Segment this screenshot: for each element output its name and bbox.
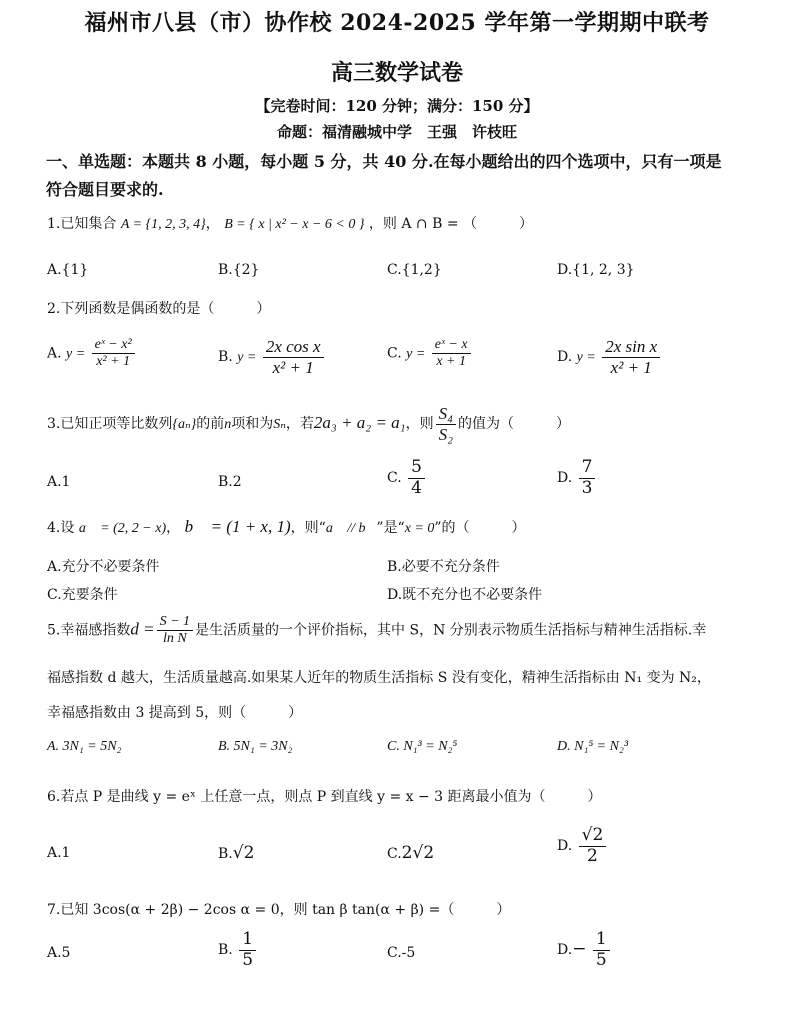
q7-option-d: D.− $\frac{1}{5}$ [557,930,612,970]
q7-option-a: A.5 [47,945,71,961]
q2-option-b: B. y = $\frac{\text{2x cos x}}{\text{x² + 1}}$ [218,337,326,377]
q4-option-b: B.必要不充分条件 [387,559,500,575]
q1-option-a: A.{1} [47,262,89,278]
q2-option-a: A. y = $\frac{\text{eˣ − x²}}{\text{x² + 1}}$ [47,337,137,370]
question-7: 7.已知 3cos(α + 2β) − 2cos α = 0，则 tan β tan(α + β) =（ ） [47,902,511,918]
q4-option-c: C.充要条件 [47,587,118,603]
q3-option-d: D. $\frac{7}{3}$ [557,458,597,498]
q1-set-b: B = { x | x² − x − 6 < 0 } [224,217,365,232]
q5-option-b: B. 5N₁ = 3N₂ [218,739,293,754]
q1-post: ，则 A ∩ B = [368,216,459,232]
q7-option-c: C.-5 [387,945,416,961]
question-1: 1.已知集合 A = {1, 2, 3, 4}， B = { x | x² − x − 6 < 0 } ，则 A ∩ B = （ ） [47,216,534,232]
q5-option-c: C. N₁³ = N₂⁵ [387,739,458,754]
q4-option-a: A.充分不必要条件 [47,559,160,575]
q1-set-a: A = {1, 2, 3, 4} [120,217,206,232]
question-5-line1: 5.幸福感指数d = $\frac{S - 1}{\text{ln N}}$ 是生活质量的一个评价指标，其中 S，N 分别表示物质生活指标与精神生活指标.幸 [47,614,707,647]
time-info: 【完卷时间：120 分钟；满分：150 分】 [255,97,539,115]
q6-option-c: C.2√2 [387,843,435,863]
section-heading-line1: 一、单选题：本题共 8 小题，每小题 5 分，共 40 分.在每小题给出的四个选项中，只有一项是 [46,152,722,171]
q5-option-a: A. 3N₁ = 5N₂ [47,739,122,754]
author-info: 命题：福清融城中学 王强 许枝旺 [276,123,517,141]
q1-pre: 1.已知集合 [47,216,117,232]
q3-option-b: B.2 [218,474,242,490]
q2-option-c: C. y = $\frac{\text{eˣ − x}}{x + 1}$ [387,337,473,370]
q3-option-a: A.1 [47,474,71,490]
q1-option-d: D.{1, 2, 3} [557,262,635,278]
question-3: 3.已知正项等比数列{aₙ}的前n项和为Sₙ，若2a₃ + a₂ = a₁，则 $\frac{\text{S₄}}{\text{S₂}}$ 的值为（ ） [47,404,571,444]
exam-subtitle: 高三数学试卷 [330,60,463,86]
q6-option-b: B.√2 [218,843,255,863]
q1-paren: （ ） [463,216,534,232]
q6-option-a: A.1 [47,845,71,861]
q1-option-b: B.{2} [218,262,260,278]
question-6: 6.若点 P 是曲线 y = eˣ 上任意一点，则点 P 到直线 y = x − 3 距离最小值为（ ） [47,789,602,805]
exam-title: 福州市八县（市）协作校 2024-2025 学年第一学期期中联考 [84,10,710,36]
q3-option-c: C. $\frac{5}{4}$ [387,458,427,498]
section-heading-line2: 符合题目要求的. [46,180,164,199]
q1-option-c: C.{1,2} [387,262,442,278]
question-2: 2.下列函数是偶函数的是（ ） [47,301,271,317]
question-4: 4.设 a⃗ = (2, 2 − x)， b⃗ = (1 + x, 1)，则“a⃗ // b⃗”是“x = 0”的（ ） [47,517,526,536]
q7-option-b: B. $\frac{1}{5}$ [218,930,258,970]
question-5-line2: 福感指数 d 越大，生活质量越高.如果某人近年的物质生活指标 S 没有变化，精神生活指标由 N₁ 变为 N₂， [47,670,711,686]
question-5-line3: 幸福感指数由 3 提高到 5，则（ ） [47,705,303,721]
q6-option-d: D. $\frac{√2}{2}$ [557,826,608,866]
q5-option-d: D. N₁⁵ = N₂³ [557,739,629,754]
q2-option-d: D. y = $\frac{\text{2x sin x}}{\text{x² + 1}}$ [557,337,662,377]
q4-option-d: D.既不充分也不必要条件 [387,587,543,603]
